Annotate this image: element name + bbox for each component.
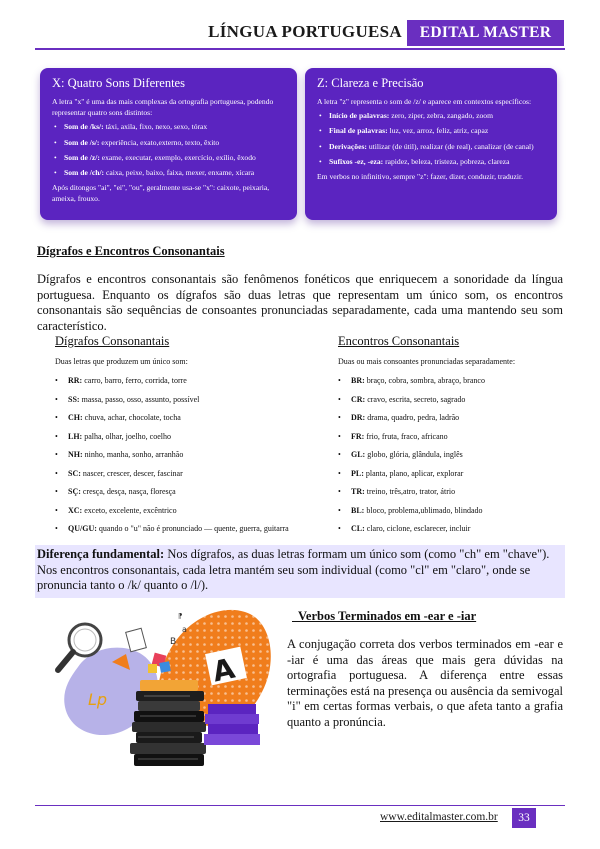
books-magnifier-illustration	[40, 592, 285, 792]
highlight-note	[35, 545, 565, 598]
box-z-title: Z: Clareza e Precisão	[317, 76, 424, 90]
digrafos-list	[55, 375, 315, 535]
list-item: • TR: treino, três,atro, trator, átrio	[338, 486, 568, 498]
highlight-text: Nos dígrafos, as duas letras formam um único som (como "ch" em "chave"). Nos encontros consonantais, cada letra mantém seu som individual (como "cl" em "claro", onde se pronuncia tanto o /k/ quanto o /l/).	[37, 547, 550, 592]
digrafos-column-title: Dígrafos Consonantais	[55, 334, 170, 348]
list-item: • Som de /ks/: táxi, axila, fixo, nexo, sexo, tórax	[52, 121, 287, 132]
section-paragraph-digrafos: Dígrafos e encontros consonantais são fenômenos fonéticos que enriquecem a sonoridade da língua portuguesa. Enquanto os dígrafos são duas letras que representam um único som, os encontros consonantais são sequências de consoantes pronunciadas separadamente, cada uma mantendo seu som característico.	[37, 272, 563, 333]
list-item: • FR: frio, fruta, fraco, africano	[338, 431, 568, 443]
svg-text:⁋: ⁋	[178, 612, 183, 620]
list-item: • LH: palha, olhar, joelho, coelho	[55, 431, 315, 443]
section-title-digrafos: Dígrafos e Encontros Consonantais	[37, 244, 225, 258]
svg-text:Lp: Lp	[88, 690, 108, 709]
encontros-column	[338, 334, 568, 542]
box-x-outro: Após ditongos "ai", "ei", "ou", geralmente usa-se "x": caixote, peixaria, ameixa, frouxo.	[52, 183, 270, 204]
list-item: • Som de /s/: experiência, exato,externo, texto, êxito	[52, 137, 287, 148]
list-item: • GL: globo, glória, glândula, inglês	[338, 449, 568, 461]
list-item: • CH: chuva, achar, chocolate, tocha	[55, 412, 315, 424]
list-item: • DR: drama, quadro, pedra, ladrão	[338, 412, 568, 424]
list-item: • SC: nascer, crescer, descer, fascinar	[55, 468, 315, 480]
list-item: • PL: planta, plano, aplicar, explorar	[338, 468, 568, 480]
list-item: • BR: braço, cobra, sombra, abraço, branco	[338, 375, 568, 387]
digrafos-column-subtitle: Duas letras que produzem um único som:	[55, 357, 188, 366]
list-item: • Início de palavras: zero, ziper, zebra, zangado, zoom	[317, 110, 547, 121]
list-item: • Som de /z/: exame, executar, exemplo, exercício, exílio, êxodo	[52, 152, 287, 163]
info-box-x	[40, 68, 297, 220]
header-subject: LÍNGUA PORTUGUESA	[208, 22, 402, 41]
highlight-label: Diferença fundamental:	[37, 547, 165, 561]
list-item: • Final de palavras: luz, vez, arroz, feliz, atriz, capaz	[317, 125, 547, 136]
svg-text:a: a	[182, 625, 187, 634]
box-x-list	[52, 121, 287, 178]
box-x-intro: A letra "x" é uma das mais complexas da ortografia portuguesa, podendo representar quatro sons distintos:	[52, 97, 274, 118]
list-item: • XC: exceto, excelente, excêntrico	[55, 505, 315, 517]
info-box-z	[305, 68, 557, 220]
list-item: • Sufixos -ez, -eza: rapidez, beleza, tristeza, pobreza, clareza	[317, 156, 547, 167]
digrafos-column	[55, 334, 315, 542]
page-number: 33	[512, 808, 536, 828]
list-item: • Som de /ch/: caixa, peixe, baixo, faixa, mexer, enxame, xícara	[52, 167, 287, 178]
list-item: • SÇ: cresça, desça, nasça, floresça	[55, 486, 315, 498]
section-title-verbos: Verbos Terminados em -ear e -iar	[292, 609, 477, 623]
list-item: • CR: cravo, escrita, secreto, sagrado	[338, 394, 568, 406]
header-brand: EDITAL MASTER	[407, 20, 564, 46]
list-item: • Derivações: utilizar (de útil), realizar (de real), canalizar (de canal)	[317, 141, 547, 152]
box-x-title: X: Quatro Sons Diferentes	[52, 76, 185, 90]
encontros-list	[338, 375, 568, 535]
encontros-column-subtitle: Duas ou mais consoantes pronunciadas separadamente:	[338, 357, 516, 366]
list-item: • RR: carro, barro, ferro, corrida, torre	[55, 375, 315, 387]
list-item: • NH: ninho, manha, sonho, arranhão	[55, 449, 315, 461]
svg-text:B: B	[170, 637, 177, 647]
box-z-outro: Em verbos no infinitivo, sempre "z": fazer, dizer, conduzir, traduzir.	[317, 172, 524, 182]
svg-text:A: A	[209, 651, 238, 689]
list-item: • SS: massa, passo, osso, assunto, possível	[55, 394, 315, 406]
page-header	[0, 20, 600, 48]
encontros-column-title: Encontros Consonantais	[338, 334, 460, 348]
section-paragraph-verbos: A conjugação correta dos verbos terminados em -ear e -iar é uma das áreas que mais gera dúvidas na ortografia portuguesa. A diferença entre essas terminações está na presença ou ausência da semivogal "i" em certas formas verbais, o que afeta tanto a grafia quanto a pronúncia.	[287, 637, 563, 729]
header-divider	[35, 48, 565, 50]
box-z-list	[317, 110, 547, 167]
list-item: • CL: claro, ciclone, esclarecer, incluir	[338, 523, 568, 535]
box-z-intro: A letra "z" representa o som de /z/ e aparece em contextos específicos:	[317, 97, 532, 106]
footer-url-link[interactable]: www.editalmaster.com.br	[380, 811, 498, 823]
list-item: • BL: bloco, problema,ublimado, blindado	[338, 505, 568, 517]
footer-divider	[35, 805, 565, 806]
list-item: • QU/GU: quando o "u" não é pronunciado — quente, guerra, guitarra	[55, 523, 315, 535]
